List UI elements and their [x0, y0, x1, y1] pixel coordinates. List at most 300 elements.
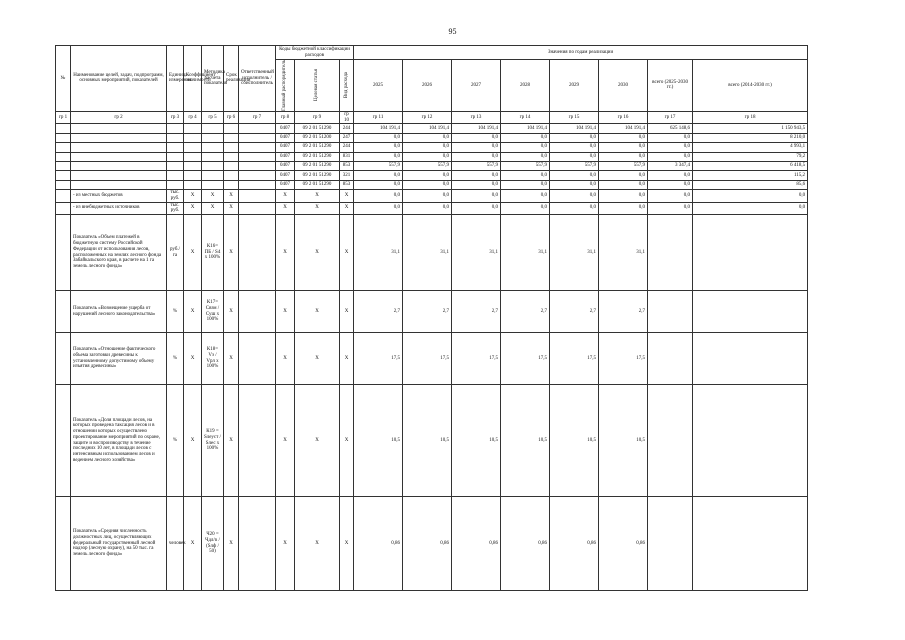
empty-cell: [239, 190, 276, 203]
column-number: гр 3: [167, 111, 184, 124]
x-cell: X: [224, 190, 239, 203]
column-number: гр 15: [550, 111, 599, 124]
column-number: гр 4: [184, 111, 202, 124]
x-cell: X: [340, 215, 354, 291]
exp-cell: 831: [340, 152, 354, 161]
indicator-name: Показатель «Возмещение ущерба от нарушений лесного законодательства»: [71, 291, 167, 333]
value-cell: 0,0: [693, 202, 808, 215]
value-cell: 3 347,4: [648, 161, 693, 170]
coef-cell: X: [184, 215, 202, 291]
value-cell: 557,9: [452, 161, 501, 170]
column-number: гр 11: [354, 111, 403, 124]
unit-cell: %: [167, 385, 184, 497]
empty-cell: [56, 152, 71, 161]
method-cell: К19 = Sлеуст / Sлес x 100%: [202, 385, 224, 497]
empty-cell: [239, 333, 276, 385]
x-cell: X: [276, 215, 295, 291]
empty-cell: [224, 180, 239, 189]
x-cell: X: [340, 497, 354, 591]
coef-cell: X: [184, 291, 202, 333]
exp-cell: 853: [340, 161, 354, 170]
exp-cell: 247: [340, 133, 354, 142]
value-cell: 0,86: [452, 497, 501, 591]
empty-cell: [239, 152, 276, 161]
value-cell: 0,0: [599, 133, 648, 142]
value-cell: 79,2: [693, 152, 808, 161]
empty-cell: [71, 152, 167, 161]
target-cell: 09 2 01 51290: [295, 143, 340, 152]
value-cell: 0,0: [648, 190, 693, 203]
value-cell: 0,86: [501, 497, 550, 591]
exp-cell: 321: [340, 171, 354, 180]
empty-cell: [184, 143, 202, 152]
column-number: гр 9: [295, 111, 340, 124]
x-cell: X: [276, 190, 295, 203]
empty-cell: [56, 215, 71, 291]
value-cell: 0,0: [599, 180, 648, 189]
value-cell: 0,0: [452, 152, 501, 161]
header-total-2025-2030: всего (2025-2030 гг.): [648, 60, 693, 112]
empty-cell: [224, 152, 239, 161]
value-cell: 2,7: [501, 291, 550, 333]
empty-cell: [648, 385, 693, 497]
method-cell: К16= ПБ / S4 x 100%: [202, 215, 224, 291]
empty-cell: [693, 215, 808, 291]
gr-cell: 0407: [276, 171, 295, 180]
table-row: [56, 152, 808, 161]
x-cell: X: [276, 202, 295, 215]
value-cell: 31,1: [452, 215, 501, 291]
column-number: гр 5: [202, 111, 224, 124]
table-row: [56, 171, 808, 180]
unit-cell: человек: [167, 497, 184, 591]
empty-cell: [184, 161, 202, 170]
empty-cell: [56, 190, 71, 203]
method-cell: К18= Vз / Vрл x 100%: [202, 333, 224, 385]
empty-cell: [184, 171, 202, 180]
empty-cell: [167, 171, 184, 180]
value-cell: 0,0: [354, 180, 403, 189]
empty-cell: [239, 497, 276, 591]
value-cell: 2,7: [452, 291, 501, 333]
coef-cell: X: [184, 333, 202, 385]
term-cell: X: [224, 385, 239, 497]
table-row: [56, 190, 808, 203]
empty-cell: [71, 161, 167, 170]
value-cell: 0,0: [599, 152, 648, 161]
value-cell: 17,5: [452, 333, 501, 385]
indicator-name: Показатель «Доля площади лесов, на которых проведена таксация лесов и в отношении которых осуществлено проектирование мероприятий по охране, защите и воспроизводству в течение последних 10 лет, в площади лесов с интенсивным использованием лесов и ведением лесного хозяйства»: [71, 385, 167, 497]
empty-cell: [202, 161, 224, 170]
value-cell: 104 191,4: [501, 124, 550, 133]
value-cell: 10,5: [354, 385, 403, 497]
value-cell: 10,5: [599, 385, 648, 497]
empty-cell: [56, 133, 71, 142]
empty-cell: [239, 133, 276, 142]
coef-cell: X: [184, 385, 202, 497]
value-cell: 0,0: [403, 202, 452, 215]
value-cell: 0,0: [648, 202, 693, 215]
value-cell: 31,1: [501, 215, 550, 291]
value-cell: 557,9: [354, 161, 403, 170]
column-number: гр 14: [501, 111, 550, 124]
empty-cell: [202, 124, 224, 133]
value-cell: 17,5: [354, 333, 403, 385]
empty-cell: [71, 143, 167, 152]
empty-cell: [56, 171, 71, 180]
value-cell: 104 191,4: [354, 124, 403, 133]
value-cell: 104 191,4: [599, 124, 648, 133]
value-cell: 0,0: [452, 190, 501, 203]
header-exp: Вид расхода: [343, 72, 349, 99]
empty-cell: [167, 143, 184, 152]
header-year: 2028: [501, 60, 550, 112]
indicator-row: [56, 215, 808, 291]
value-cell: 2,7: [403, 291, 452, 333]
value-cell: 31,1: [550, 215, 599, 291]
value-cell: 0,0: [403, 133, 452, 142]
x-cell: X: [276, 385, 295, 497]
empty-cell: [71, 133, 167, 142]
empty-cell: [693, 333, 808, 385]
empty-cell: [56, 291, 71, 333]
header-term: Срок реализации: [224, 46, 239, 112]
table-row: [56, 202, 808, 215]
row-name: - из внебюджетных источников: [71, 202, 167, 215]
empty-cell: [71, 171, 167, 180]
value-cell: 625 148,6: [648, 124, 693, 133]
value-cell: 2,7: [354, 291, 403, 333]
table-row: [56, 161, 808, 170]
value-cell: 0,86: [599, 497, 648, 591]
empty-cell: [224, 133, 239, 142]
column-number: гр 13: [452, 111, 501, 124]
column-number: гр 8: [276, 111, 295, 124]
value-cell: 0,0: [648, 180, 693, 189]
empty-cell: [693, 497, 808, 591]
target-cell: 09 2 01 51290: [295, 152, 340, 161]
value-cell: 0,0: [550, 133, 599, 142]
header-target: Целевая статья: [314, 69, 320, 102]
x-cell: X: [224, 202, 239, 215]
value-cell: 0,0: [403, 143, 452, 152]
indicator-row: [56, 497, 808, 591]
indicator-row: [56, 385, 808, 497]
value-cell: 557,9: [599, 161, 648, 170]
table-row: [56, 180, 808, 189]
empty-cell: [56, 385, 71, 497]
value-cell: 2,7: [599, 291, 648, 333]
value-cell: 0,0: [599, 202, 648, 215]
unit-cell: тыс. руб.: [167, 190, 184, 203]
empty-cell: [648, 215, 693, 291]
header-unit: Единица измерения: [167, 46, 184, 112]
value-cell: 31,1: [599, 215, 648, 291]
value-cell: 0,0: [648, 171, 693, 180]
empty-cell: [184, 180, 202, 189]
target-cell: 09 2 01 51200: [295, 133, 340, 142]
indicator-name: Показатель «Объем платежей в бюджетную систему Российской Федерации от использования лесов, расположенных на землях лесного фонда Забайкальского края, в расчете на 1 га земель лесного фонда»: [71, 215, 167, 291]
value-cell: 17,5: [599, 333, 648, 385]
x-cell: X: [295, 202, 340, 215]
value-cell: 0,0: [550, 143, 599, 152]
value-cell: 0,0: [354, 171, 403, 180]
value-cell: 0,0: [403, 152, 452, 161]
method-cell: К17= Свзм / Суш x 100%: [202, 291, 224, 333]
gr-cell: 0407: [276, 161, 295, 170]
x-cell: X: [340, 190, 354, 203]
term-cell: X: [224, 333, 239, 385]
empty-cell: [239, 161, 276, 170]
empty-cell: [56, 124, 71, 133]
table-row: [56, 133, 808, 142]
value-cell: 0,0: [452, 180, 501, 189]
value-cell: 0,0: [648, 133, 693, 142]
value-cell: 17,5: [501, 333, 550, 385]
value-cell: 0,0: [550, 171, 599, 180]
empty-cell: [648, 497, 693, 591]
empty-cell: [202, 152, 224, 161]
value-cell: 0,0: [599, 190, 648, 203]
x-cell: X: [276, 333, 295, 385]
column-number: гр 6: [224, 111, 239, 124]
target-cell: 09 2 01 51290: [295, 171, 340, 180]
table-row: [56, 143, 808, 152]
column-number-row: [56, 111, 808, 124]
value-cell: 1 150 943,5: [693, 124, 808, 133]
value-cell: 10,5: [501, 385, 550, 497]
value-cell: 104 191,4: [403, 124, 452, 133]
value-cell: 0,0: [354, 190, 403, 203]
header-year: 2027: [452, 60, 501, 112]
gr-cell: 0407: [276, 180, 295, 189]
gr-cell: 0407: [276, 124, 295, 133]
value-cell: 0,0: [501, 143, 550, 152]
empty-cell: [648, 333, 693, 385]
empty-cell: [693, 291, 808, 333]
value-cell: 10,5: [403, 385, 452, 497]
x-cell: X: [295, 497, 340, 591]
empty-cell: [239, 215, 276, 291]
method-cell: Ч20 = Чдл/n / (Sлф / 50): [202, 497, 224, 591]
empty-cell: [167, 133, 184, 142]
column-number: гр 10: [340, 111, 354, 124]
value-cell: 557,9: [501, 161, 550, 170]
value-cell: 31,1: [354, 215, 403, 291]
value-cell: 17,5: [403, 333, 452, 385]
header-coef: Коэффициент значимости: [184, 46, 202, 112]
x-cell: X: [202, 190, 224, 203]
header-method: Методика расчета показателя: [202, 46, 224, 112]
row-name: - из местных бюджетов: [71, 190, 167, 203]
x-cell: X: [276, 291, 295, 333]
exp-cell: 244: [340, 143, 354, 152]
header-budget-group: Коды бюджетной классификации расходов: [276, 46, 354, 60]
empty-cell: [239, 171, 276, 180]
x-cell: X: [295, 215, 340, 291]
value-cell: 115,2: [693, 171, 808, 180]
value-cell: 0,0: [648, 152, 693, 161]
exp-cell: 853: [340, 180, 354, 189]
header-year: 2025: [354, 60, 403, 112]
value-cell: 6 418,5: [693, 161, 808, 170]
value-cell: 0,0: [501, 171, 550, 180]
column-number: гр 1: [56, 111, 71, 124]
empty-cell: [167, 124, 184, 133]
empty-cell: [184, 152, 202, 161]
unit-cell: %: [167, 333, 184, 385]
value-cell: 0,0: [452, 143, 501, 152]
value-cell: 2,7: [550, 291, 599, 333]
value-cell: 0,0: [648, 143, 693, 152]
empty-cell: [167, 161, 184, 170]
value-cell: 104 191,4: [452, 124, 501, 133]
column-number: гр 2: [71, 111, 167, 124]
term-cell: X: [224, 215, 239, 291]
value-cell: 0,0: [452, 171, 501, 180]
value-cell: 0,0: [354, 152, 403, 161]
value-cell: 17,5: [550, 333, 599, 385]
target-cell: 09 2 01 51290: [295, 161, 340, 170]
value-cell: 0,0: [501, 133, 550, 142]
x-cell: X: [276, 497, 295, 591]
value-cell: 0,0: [599, 171, 648, 180]
empty-cell: [239, 202, 276, 215]
empty-cell: [56, 161, 71, 170]
value-cell: 0,0: [599, 143, 648, 152]
empty-cell: [56, 143, 71, 152]
value-cell: 0,0: [550, 152, 599, 161]
empty-cell: [224, 171, 239, 180]
empty-cell: [184, 124, 202, 133]
term-cell: X: [224, 497, 239, 591]
empty-cell: [239, 291, 276, 333]
header-year: 2029: [550, 60, 599, 112]
value-cell: 0,0: [550, 180, 599, 189]
column-number: гр 18: [693, 111, 808, 124]
value-cell: 10,5: [452, 385, 501, 497]
x-cell: X: [340, 333, 354, 385]
value-cell: 85,6: [693, 180, 808, 189]
empty-cell: [167, 152, 184, 161]
exp-cell: 244: [340, 124, 354, 133]
empty-cell: [167, 180, 184, 189]
column-number: гр 12: [403, 111, 452, 124]
value-cell: 0,0: [403, 190, 452, 203]
target-cell: 09 2 01 51290: [295, 124, 340, 133]
header-total-2014-2030: всего (2014-2030 гг.): [693, 60, 808, 112]
empty-cell: [239, 180, 276, 189]
gr-cell: 0407: [276, 133, 295, 142]
value-cell: 0,86: [550, 497, 599, 591]
empty-cell: [239, 385, 276, 497]
value-cell: 4 993,1: [693, 143, 808, 152]
value-cell: 0,86: [403, 497, 452, 591]
value-cell: 0,0: [550, 202, 599, 215]
empty-cell: [648, 291, 693, 333]
header-gr: Главный распорядитель: [282, 60, 288, 111]
x-cell: X: [295, 333, 340, 385]
unit-cell: %: [167, 291, 184, 333]
value-cell: 0,0: [501, 152, 550, 161]
value-cell: 0,0: [354, 133, 403, 142]
header-resp: Ответственный исполнитель / соисполнитель: [239, 46, 276, 112]
empty-cell: [224, 124, 239, 133]
value-cell: 0,0: [354, 143, 403, 152]
value-cell: 0,0: [403, 171, 452, 180]
coef-cell: X: [184, 497, 202, 591]
header-name: Наименование целей, задач, подпрограмм, основных мероприятий, показателей: [71, 46, 167, 112]
x-cell: X: [184, 202, 202, 215]
empty-cell: [202, 133, 224, 142]
empty-cell: [71, 124, 167, 133]
value-cell: 8 210,0: [693, 133, 808, 142]
value-cell: 0,0: [501, 180, 550, 189]
x-cell: X: [295, 190, 340, 203]
program-table: [55, 45, 808, 591]
empty-cell: [202, 171, 224, 180]
empty-cell: [224, 161, 239, 170]
empty-cell: [71, 180, 167, 189]
value-cell: 10,5: [550, 385, 599, 497]
column-number: гр 17: [648, 111, 693, 124]
empty-cell: [184, 133, 202, 142]
value-cell: 557,9: [403, 161, 452, 170]
empty-cell: [224, 143, 239, 152]
value-cell: 0,86: [354, 497, 403, 591]
value-cell: 557,9: [550, 161, 599, 170]
empty-cell: [202, 143, 224, 152]
indicator-row: [56, 291, 808, 333]
empty-cell: [239, 143, 276, 152]
page-number: 95: [448, 27, 457, 36]
unit-cell: руб./га: [167, 215, 184, 291]
value-cell: 0,0: [501, 190, 550, 203]
x-cell: X: [340, 202, 354, 215]
empty-cell: [239, 124, 276, 133]
column-number: гр 16: [599, 111, 648, 124]
header-values-group: Значения по годам реализации: [354, 46, 808, 60]
empty-cell: [202, 180, 224, 189]
x-cell: X: [295, 291, 340, 333]
table-row: [56, 124, 808, 133]
value-cell: 0,0: [501, 202, 550, 215]
indicator-row: [56, 333, 808, 385]
term-cell: X: [224, 291, 239, 333]
value-cell: 0,0: [693, 190, 808, 203]
unit-cell: тыс. руб.: [167, 202, 184, 215]
empty-cell: [693, 385, 808, 497]
x-cell: X: [295, 385, 340, 497]
gr-cell: 0407: [276, 143, 295, 152]
x-cell: X: [202, 202, 224, 215]
empty-cell: [56, 202, 71, 215]
value-cell: 0,0: [550, 190, 599, 203]
value-cell: 0,0: [452, 202, 501, 215]
indicator-name: Показатель «Средняя численность должностных лиц, осуществляющих федеральный государственный лесной надзор (лесную охрану), на 50 тыс. га земель лесного фонда»: [71, 497, 167, 591]
header-year: 2030: [599, 60, 648, 112]
empty-cell: [56, 180, 71, 189]
target-cell: 09 2 01 51290: [295, 180, 340, 189]
x-cell: X: [340, 291, 354, 333]
column-number: гр 7: [239, 111, 276, 124]
indicator-name: Показатель «Отношение фактического объема заготовки древесины к установленному допустимому объему изъятия древесины»: [71, 333, 167, 385]
x-cell: X: [184, 190, 202, 203]
empty-cell: [56, 497, 71, 591]
x-cell: X: [340, 385, 354, 497]
value-cell: 0,0: [354, 202, 403, 215]
value-cell: 31,1: [403, 215, 452, 291]
